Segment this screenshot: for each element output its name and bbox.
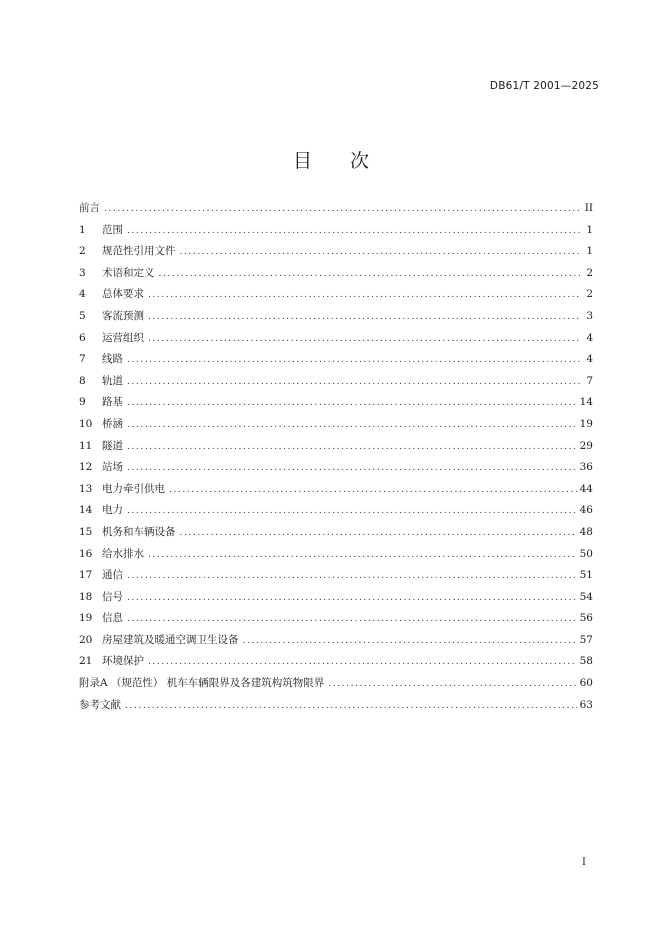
toc-entry-number: 20 <box>79 633 93 646</box>
title-char-2: 次 <box>350 150 370 172</box>
toc-entry-number: 8 <box>79 374 86 387</box>
toc-entry[interactable] <box>79 416 593 438</box>
document-code: DB61/T 2001—2025 <box>489 80 599 92</box>
toc-entry-page: 54 <box>579 590 593 603</box>
toc-entry-number: 3 <box>79 266 86 279</box>
toc-entry-page: 19 <box>579 417 593 430</box>
toc-entry-number: 15 <box>79 525 93 538</box>
toc-entry-label: 信号 <box>102 590 123 603</box>
toc-entry-label: 信息 <box>102 612 123 625</box>
toc-entry-number: 4 <box>79 288 86 301</box>
toc-dot-leader <box>127 395 577 411</box>
toc-dot-leader <box>104 201 580 217</box>
toc-entry-page: 51 <box>579 569 593 582</box>
toc-dot-leader <box>127 503 577 519</box>
toc-entry-page: 1 <box>586 223 593 236</box>
toc-entry-label: 给水排水 <box>102 547 144 560</box>
toc-dot-leader <box>243 633 577 649</box>
toc-dot-leader <box>127 417 577 433</box>
toc-dot-leader <box>127 568 577 584</box>
toc-entry[interactable] <box>79 265 593 287</box>
toc-entry-page: 44 <box>579 482 593 495</box>
title-char-1: 目 <box>292 150 312 172</box>
toc-dot-leader <box>127 223 580 239</box>
toc-entry[interactable] <box>79 200 593 222</box>
toc-dot-leader <box>148 331 580 347</box>
toc-dot-leader <box>180 525 577 541</box>
toc-entry-page: 4 <box>586 331 593 344</box>
toc-entry-number: 11 <box>79 439 93 452</box>
toc-entry-number: 9 <box>79 396 86 409</box>
toc-entry-label: 通信 <box>102 569 123 582</box>
toc-entry-label: 电力 <box>102 504 123 517</box>
toc-dot-leader <box>148 547 577 563</box>
toc-entry-label: 术语和定义 <box>102 266 155 279</box>
toc-entry-page: 14 <box>579 396 593 409</box>
toc-entry-label: 运营组织 <box>102 331 144 344</box>
toc-entry-page: 63 <box>579 698 593 711</box>
page-title <box>0 146 662 173</box>
toc-dot-leader <box>127 611 577 627</box>
toc-entry[interactable] <box>79 502 593 524</box>
toc-dot-leader <box>127 460 577 476</box>
toc-entry-number: 5 <box>79 309 86 322</box>
toc-entry[interactable] <box>79 243 593 265</box>
toc-entry[interactable] <box>79 286 593 308</box>
toc-entry-page: 58 <box>579 655 593 668</box>
toc-entry-page: 2 <box>586 266 593 279</box>
toc-dot-leader <box>127 439 577 455</box>
toc-entry-page: 56 <box>579 612 593 625</box>
toc-dot-leader <box>125 698 577 714</box>
toc-entry-label: 隧道 <box>102 439 123 452</box>
toc-entry-page: 1 <box>586 245 593 258</box>
toc-entry-number: 1 <box>79 223 86 236</box>
toc-entry[interactable] <box>79 438 593 460</box>
toc-entry-label: 附录A （规范性） 机车车辆限界及各建筑构筑物限界 <box>79 677 325 690</box>
toc-entry[interactable] <box>79 567 593 589</box>
toc-entry-page: 48 <box>579 525 593 538</box>
toc-entry-label: 参考文献 <box>79 698 121 711</box>
toc-dot-leader <box>148 287 580 303</box>
toc-entry[interactable] <box>79 222 593 244</box>
toc-entry-label: 前言 <box>79 202 100 214</box>
toc-entry-label: 总体要求 <box>102 288 144 301</box>
toc-dot-leader <box>148 654 577 670</box>
toc-entry-number: 19 <box>79 612 93 625</box>
toc-entry-number: 18 <box>79 590 93 603</box>
toc-entry-page: 50 <box>579 547 593 560</box>
toc-entry[interactable] <box>79 546 593 568</box>
toc-entry[interactable] <box>79 351 593 373</box>
toc-entry-number: 17 <box>79 569 93 582</box>
toc-dot-leader <box>328 676 576 692</box>
toc-entry-number: 14 <box>79 504 93 517</box>
toc-entry[interactable] <box>79 632 593 654</box>
toc-entry-page: 2 <box>586 288 593 301</box>
toc-entry-label: 电力牵引供电 <box>102 482 165 495</box>
toc-entry[interactable] <box>79 675 593 697</box>
toc-entry-page: 4 <box>586 353 593 366</box>
toc-entry-label: 线路 <box>102 353 123 366</box>
toc-dot-leader <box>169 482 577 498</box>
toc-entry-page: II <box>584 202 593 214</box>
toc-entry-page: 60 <box>579 677 593 690</box>
toc-entry-number: 2 <box>79 245 86 258</box>
toc-entry-number: 7 <box>79 353 86 366</box>
toc-entry[interactable] <box>79 610 593 632</box>
toc-entry-label: 规范性引用文件 <box>102 245 176 258</box>
toc-entry-page: 36 <box>579 461 593 474</box>
toc-entry-number: 6 <box>79 331 86 344</box>
toc-dot-leader <box>148 309 580 325</box>
toc-entry-label: 桥涵 <box>102 417 123 430</box>
page-number: I <box>582 857 586 868</box>
toc-entry[interactable] <box>79 373 593 395</box>
toc-dot-leader <box>159 266 581 282</box>
toc-entry-label: 客流预测 <box>102 309 144 322</box>
toc-entry-label: 房屋建筑及暖通空调卫生设备 <box>102 633 239 646</box>
toc-entry[interactable] <box>79 459 593 481</box>
toc-entry-number: 12 <box>79 461 93 474</box>
toc-entry-number: 10 <box>79 417 93 430</box>
toc-entry[interactable] <box>79 589 593 611</box>
toc-entry-number: 13 <box>79 482 93 495</box>
toc-entry[interactable] <box>79 330 593 352</box>
toc-entry-label: 站场 <box>102 461 123 474</box>
toc-entry[interactable] <box>79 697 593 719</box>
toc-entry-label: 路基 <box>102 396 123 409</box>
toc-entry[interactable] <box>79 394 593 416</box>
toc-entry-label: 范围 <box>102 223 123 236</box>
toc-entry-page: 3 <box>586 309 593 322</box>
toc-entry-page: 46 <box>579 504 593 517</box>
toc-entry-page: 29 <box>579 439 593 452</box>
toc-entry[interactable] <box>79 481 593 503</box>
toc-dot-leader <box>127 590 577 606</box>
toc-entry-number: 16 <box>79 547 93 560</box>
toc-entry[interactable] <box>79 653 593 675</box>
toc-entry-label: 环境保护 <box>102 655 144 668</box>
toc-entry-page: 57 <box>579 633 593 646</box>
toc-dot-leader <box>180 244 581 260</box>
toc-entry[interactable] <box>79 308 593 330</box>
toc-entry-page: 7 <box>586 374 593 387</box>
table-of-contents <box>79 200 593 718</box>
toc-entry-number: 21 <box>79 655 93 668</box>
toc-entry[interactable] <box>79 524 593 546</box>
toc-dot-leader <box>127 352 580 368</box>
toc-dot-leader <box>127 374 580 390</box>
toc-entry-label: 轨道 <box>102 374 123 387</box>
toc-entry-label: 机务和车辆设备 <box>102 525 176 538</box>
